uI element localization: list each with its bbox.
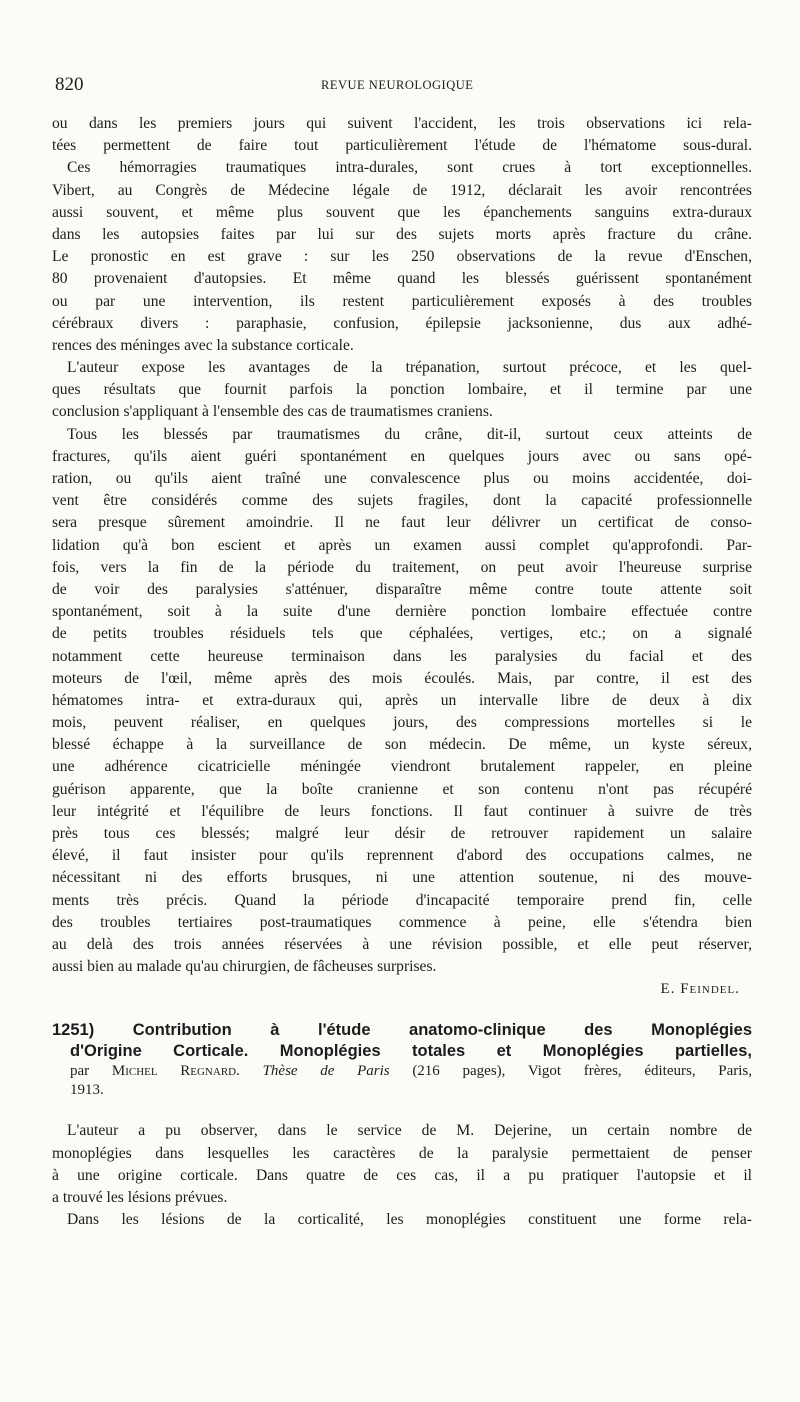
text-line: ration, ou qu'ils aient traîné une convalescence plus ou moins accidentée, doi- [52, 470, 752, 487]
text-line: aussi souvent, et même plus souvent que les épanchements sanguins extra-duraux [52, 203, 752, 221]
review-section [52, 113, 752, 1002]
text-line: notamment cette heureuse terminaison dans les paralysies du facial et des [52, 647, 752, 665]
byline-prefix: par [70, 1063, 90, 1080]
text-line: a trouvé les lésions prévues. [52, 1188, 228, 1206]
text-line: fractures, qu'ils aient guéri spontanément en quelques jours avec ou sans opé- [52, 447, 752, 465]
text-line: conclusion s'appliquant à l'ensemble des cas de traumatismes craniens. [52, 403, 493, 421]
text-line: sera presque sûrement amoindrie. Il ne faut leur délivrer un certificat de conso- [52, 514, 752, 532]
text-line: cérébraux divers : paraphasie, confusion, épilepsie jacksonienne, dus aux adhé- [52, 314, 752, 332]
publication-details: (216 pages), Vigot frères, éditeurs, Paris, [412, 1063, 753, 1080]
bibliography-entry [52, 1020, 752, 1100]
author-name: Michel Regnard. [111, 1063, 240, 1080]
text-line: leur intégrité et l'équilibre de leurs fonctions. Il faut continuer à suivre de très [52, 802, 752, 820]
text-line: près tous ces blessés; malgré leur désir de retrouver rapidement un salaire [52, 825, 752, 842]
text-line: Le pronostic en est grave : sur les 250 observations de la revue d'Enschen, [52, 248, 752, 266]
text-line: L'auteur a pu observer, dans le service de M. Dejerine, un certain nombre de [67, 1122, 752, 1140]
article-body [52, 113, 752, 1231]
text-line: ques résultats que fournit parfois la ponction lombaire, et il termine par une [52, 381, 752, 399]
publication-year: 1913. [70, 1082, 104, 1099]
thesis-reference: Thèse de Paris [262, 1063, 390, 1080]
text-line: à une origine corticale. Dans quatre de ces cas, il a pu pratiquer l'autopsie et il [52, 1166, 752, 1184]
text-line: de petits troubles résiduels tels que céphalées, vertiges, etc.; on a signalé [52, 625, 752, 643]
page-number: 820 [55, 74, 84, 95]
entry-title-line: 1251) Contribution à l'étude anatomo-clinique des Monoplégies [52, 1021, 752, 1040]
text-line: moteurs de l'œil, même après des mois écoulés. Mais, par contre, il est des [52, 669, 752, 687]
text-line: rences des méninges avec la substance corticale. [52, 336, 354, 354]
text-line: blessé échappe à la surveillance de son médecin. De même, un kyste séreux, [52, 736, 752, 754]
text-line: 80 provenaient d'autopsies. Et même quand les blessés guérissent spontanément [52, 270, 752, 288]
entry-abstract [52, 1120, 752, 1231]
text-line: aussi bien au malade qu'au chirurgien, de fâcheuses surprises. [52, 958, 437, 976]
text-line: ou par une intervention, ils restent particulièrement exposés à des troubles [52, 292, 752, 310]
text-line: monoplégies dans lesquelles les caractères de la paralysie permettaient de penser [52, 1144, 752, 1162]
text-line: nécessitant ni des efforts brusques, ni une attention soutenue, ni des mouve- [52, 869, 752, 887]
text-line: Dans les lésions de la corticalité, les monoplégies constituent une forme rela- [67, 1211, 752, 1229]
text-line: L'auteur expose les avantages de la trépanation, surtout précoce, et les quel- [67, 359, 752, 377]
text-line: au delà des trois années réservées à une révision possible, et elle peut réserver, [52, 935, 752, 953]
text-line: hématomes intra- et extra-duraux qui, après un intervalle libre de deux à dix [52, 691, 752, 709]
entry-byline [52, 1062, 752, 1081]
text-line: élevé, il faut insister pour qu'ils reprennent d'abord des occupations calmes, ne [52, 847, 752, 865]
text-line: ments très précis. Quand la période d'incapacité temporaire prend fin, celle [52, 891, 752, 909]
text-line: ou dans les premiers jours qui suivent l'accident, les trois observations ici rela- [52, 115, 752, 132]
text-line: spontanément, soit à la suite d'une dernière ponction lombaire effectuée contre [52, 603, 752, 621]
text-line: guérison apparente, que la boîte cranienne et son contenu n'ont pas récupéré [52, 780, 752, 798]
text-line: lidation qu'à bon escient et après un examen aussi complet qu'approfondi. Par- [52, 536, 752, 554]
review-signature: E. Feindel. [660, 981, 740, 998]
text-line: fois, vers la fin de la période du traitement, on peut avoir l'heureuse surprise [52, 558, 752, 576]
text-line: mois, peuvent réaliser, en quelques jours, des compressions mortelles si le [52, 714, 752, 732]
text-line: de voir des paralysies s'atténuer, disparaître même contre toute attente soit [52, 580, 752, 598]
text-line: Ces hémorragies traumatiques intra-durales, sont crues à tort exceptionnelles. [67, 159, 752, 177]
text-line: dans les autopsies faites par lui sur des sujets morts après fracture du crâne. [52, 225, 752, 243]
text-line: Tous les blessés par traumatismes du crâne, dit-il, surtout ceux atteints de [67, 425, 752, 443]
text-line: vent être considérés comme des sujets fragiles, dont la capacité professionnelle [52, 492, 752, 510]
text-line: des troubles tertiaires post-traumatiques commence à peine, elle s'étendra bien [52, 913, 752, 931]
page-header [55, 74, 755, 98]
running-title: REVUE NEUROLOGIQUE [321, 78, 474, 92]
entry-title-line: d'Origine Corticale. Monoplégies totales et Monoplégies partielles, [70, 1042, 752, 1061]
text-line: une adhérence cicatricielle méningée viendront brutalement rappeler, en pleine [52, 758, 752, 776]
text-line: Vibert, au Congrès de Médecine légale de 1912, déclarait les avoir rencontrées [52, 181, 752, 199]
text-line: tées permettent de faire tout particulièrement l'étude de l'hématome sous-dural. [52, 137, 752, 155]
